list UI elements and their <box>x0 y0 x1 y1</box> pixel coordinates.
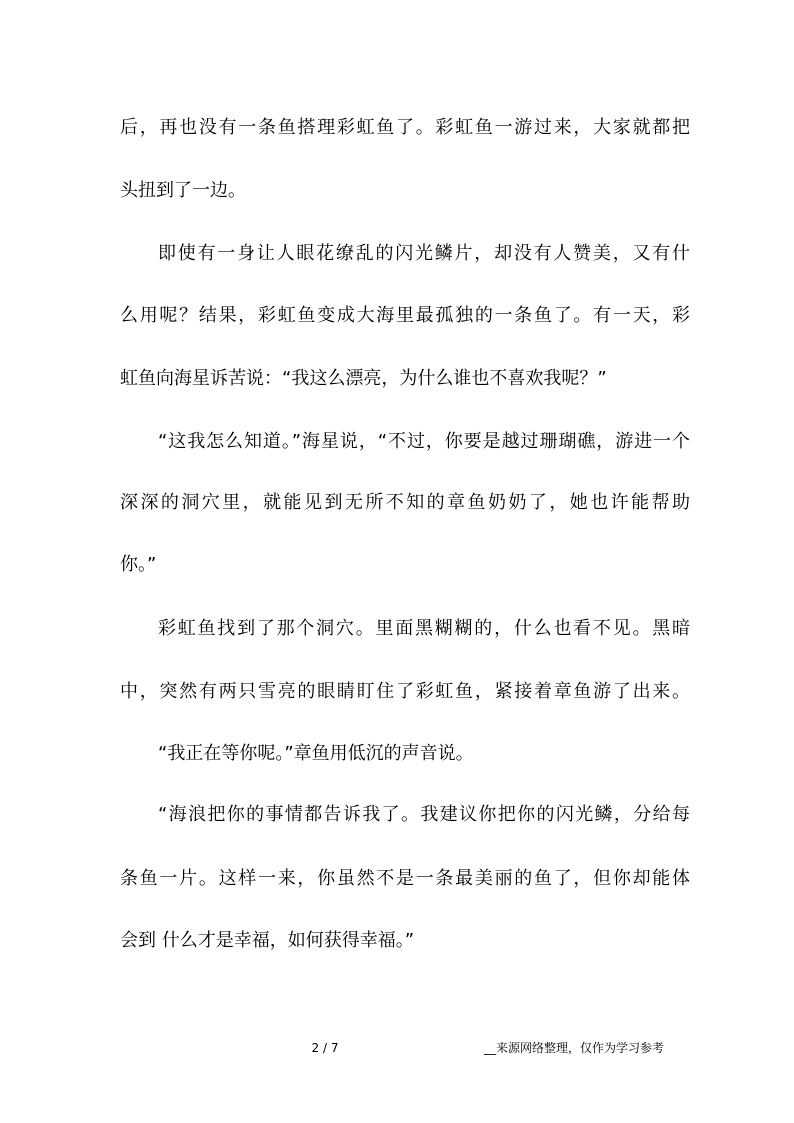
paragraph-line: 虹鱼向海星诉苦说：“我这么漂亮，为什么谁也不喜欢我呢？” <box>120 368 607 389</box>
paragraph-line: 会到 什么才是幸福，如何获得幸福。” <box>120 930 415 951</box>
paragraph-line: “这我怎么知道。”海星说，“不过，你要是越过珊瑚礁，游进一个 <box>158 431 690 452</box>
paragraph-line: “我正在等你呢。”章鱼用低沉的声音说。 <box>158 743 474 764</box>
page-number: 2 / 7 <box>311 1041 339 1055</box>
paragraph-line: 你。” <box>120 554 157 575</box>
paragraph-line: 深深的洞穴里，就能见到无所不知的章鱼奶奶了，她也许能帮助 <box>120 492 690 513</box>
paragraph-line: 中，突然有两只雪亮的眼睛盯住了彩虹鱼，紧接着章鱼游了出来。 <box>120 681 690 702</box>
paragraph-line: 后，再也没有一条鱼搭理彩虹鱼了。彩虹鱼一游过来，大家就都把 <box>120 117 690 138</box>
paragraph-line: 即使有一身让人眼花缭乱的闪光鳞片，却没有人赞美，又有什 <box>158 243 690 264</box>
source-note: __来源网络整理，仅作为学习参考 <box>484 1041 665 1055</box>
paragraph-line: 头扭到了一边。 <box>120 180 246 201</box>
paragraph-line: “海浪把你的事情都告诉我了。我建议你把你的闪光鳞，分给每 <box>158 804 690 825</box>
paragraph-line: 彩虹鱼找到了那个洞穴。里面黑糊糊的，什么也看不见。黑暗 <box>158 618 690 639</box>
paragraph-line: 条鱼一片。这样一来，你虽然不是一条最美丽的鱼了，但你却能体 <box>120 868 690 889</box>
paragraph-line: 么用呢？结果，彩虹鱼变成大海里最孤独的一条鱼了。有一天，彩 <box>120 305 690 326</box>
